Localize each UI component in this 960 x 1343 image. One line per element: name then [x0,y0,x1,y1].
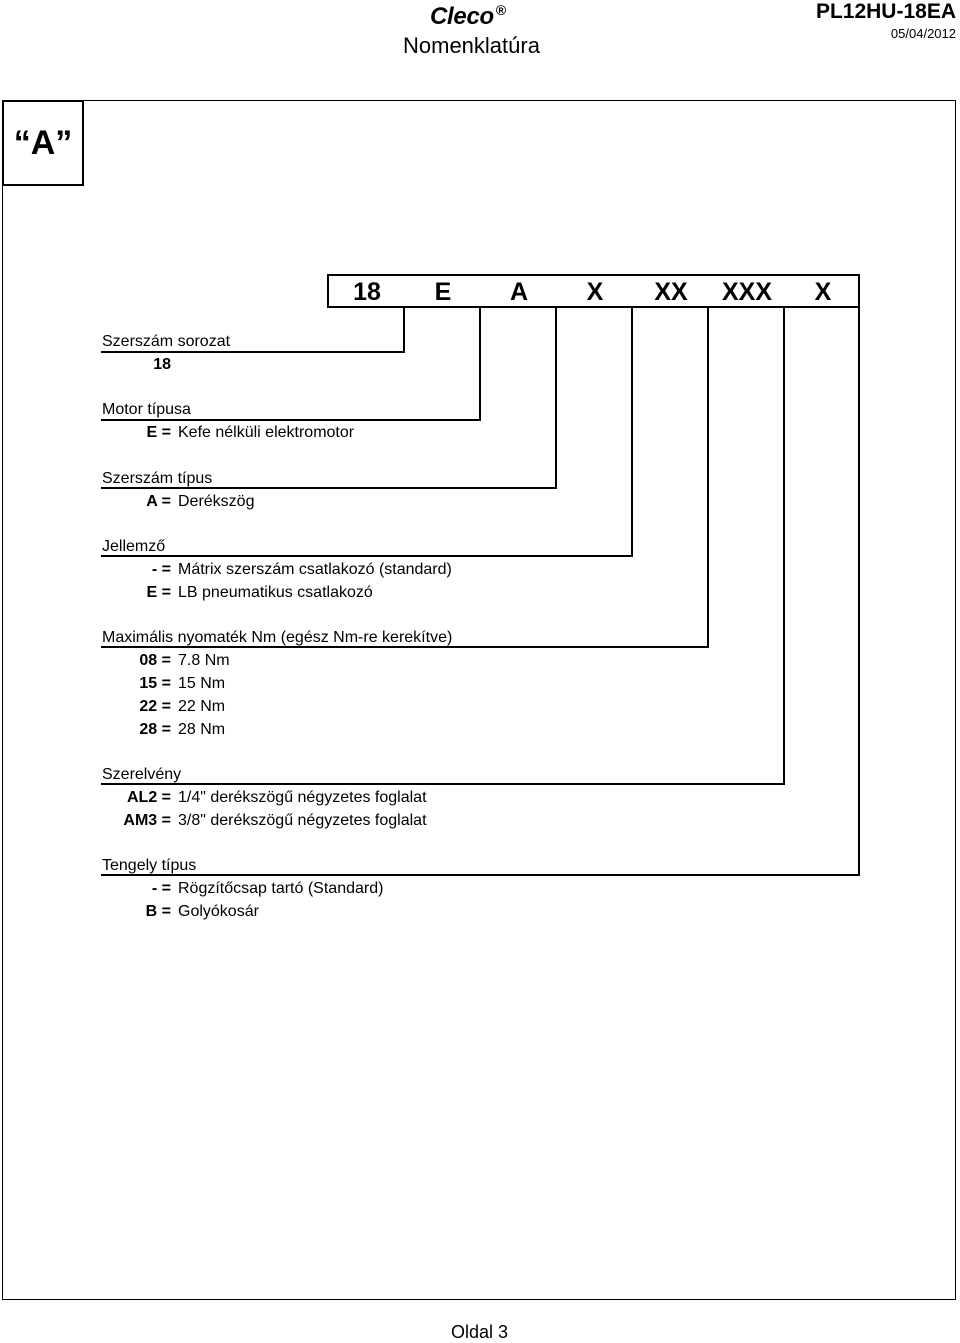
code-cell-feature: X [586,278,604,306]
value-code: - = [151,880,171,897]
connector-fitting-underline [101,783,785,785]
section-title-feature: Jellemző [102,538,166,555]
value-code: AL2 = [126,789,171,806]
value-code: E = [146,424,171,441]
code-row [327,274,860,308]
value-desc: Kefe nélküli elektromotor [178,424,355,441]
value-code: 22 = [139,698,171,715]
connector-series-vertical [403,307,405,353]
value-desc: Rögzítőcsap tartó (Standard) [178,880,384,897]
code-cell-series: 18 [353,278,381,306]
connector-feature-underline [101,555,633,557]
section-title-motor: Motor típusa [102,401,191,418]
connector-shaft-underline [101,874,860,876]
section-title-series: Szerszám sorozat [102,333,231,350]
document-code: PL12HU-18EA [815,0,956,23]
value-code: 08 = [139,652,171,669]
value-code: AM3 = [123,812,171,829]
page-number: Oldal 3 [451,1322,509,1342]
document-date: 05/04/2012 [890,26,956,41]
document-title: Nomenklatúra [403,33,540,58]
value-desc: Derékszög [178,493,255,510]
value-code: A = [146,493,171,510]
code-cell-type: A [509,278,529,306]
code-cell-torque: XX [654,278,688,306]
value-desc: 1/4" derékszögű négyzetes foglalat [178,789,427,806]
connector-motor-vertical [479,307,481,421]
registered-mark: ® [495,2,506,18]
value-code: 28 = [139,721,171,738]
value-code: E = [146,584,171,601]
value-desc: 15 Nm [178,675,226,692]
value-code: 18 [153,356,171,373]
connector-type-vertical [555,307,557,489]
value-code: 15 = [139,675,171,692]
value-desc: 7.8 Nm [178,652,230,669]
code-cell-shaft: X [814,278,832,306]
value-desc: 22 Nm [178,698,226,715]
connector-shaft-vertical [858,307,860,876]
section-tag: “A” [2,100,84,186]
value-desc: Mátrix szerszám csatlakozó (standard) [178,561,452,578]
section-title-fitting: Szerelvény [102,766,182,783]
connector-torque-vertical [707,307,709,648]
section-title-tool-type: Szerszám típus [102,470,213,487]
section-title-torque: Maximális nyomaték Nm (egész Nm-re kerekítve) [102,629,453,646]
value-code: B = [145,903,171,920]
value-desc: Golyókosár [178,903,259,920]
value-code: - = [151,561,171,578]
connector-motor-underline [101,419,481,421]
brand-logo [430,2,506,31]
code-cell-fitting: XXX [721,278,773,306]
brand-name: Cleco [430,3,494,30]
connector-feature-vertical [631,307,633,557]
value-desc: LB pneumatikus csatlakozó [178,584,373,601]
value-desc: 3/8" derékszögű négyzetes foglalat [178,812,427,829]
code-cell-motor: E [434,278,452,306]
section-title-shaft: Tengely típus [102,857,197,874]
connector-series-underline [101,351,405,353]
value-desc: 28 Nm [178,721,226,738]
connector-fitting-vertical [783,307,785,785]
